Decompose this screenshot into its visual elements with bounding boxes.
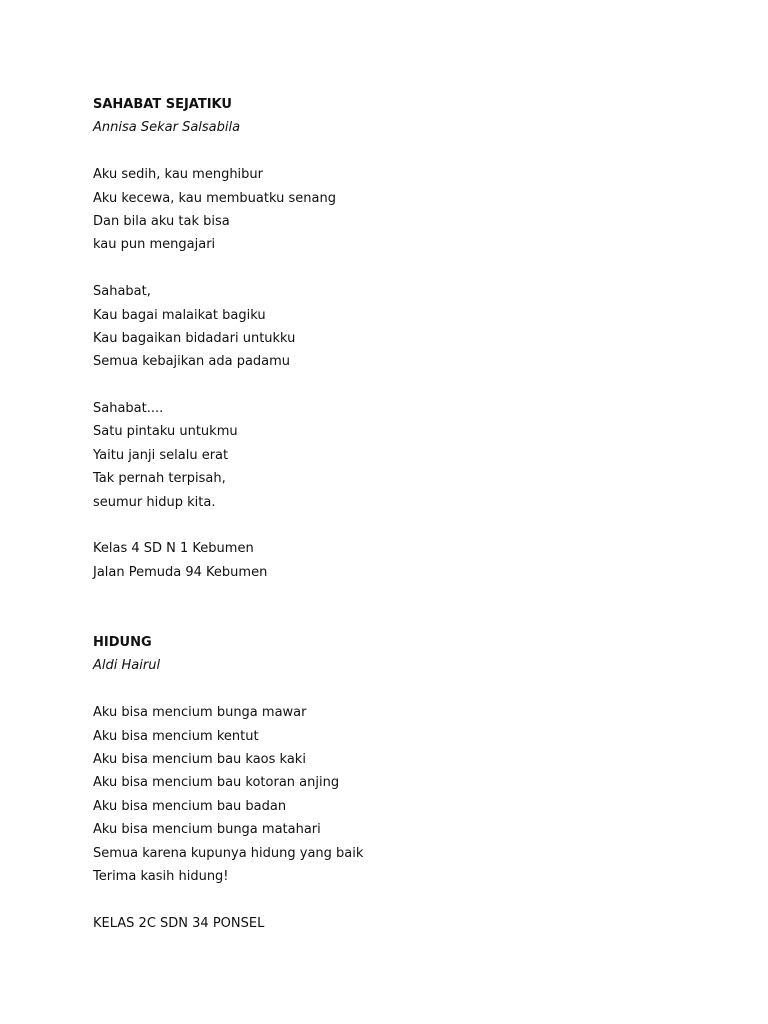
- poem-line: Aku bisa mencium bau kaos kaki: [93, 751, 306, 767]
- poem-title: SAHABAT SEJATIKU: [93, 97, 232, 112]
- poem-line: kau pun mengajari: [93, 237, 216, 253]
- poem-sahabat-sejatiku: [93, 93, 733, 584]
- stanza: [93, 701, 733, 888]
- poem-line: Sahabat....: [93, 401, 164, 417]
- document-page: [93, 93, 733, 935]
- poem-line: Kau bagaikan bidadari untukku: [93, 330, 296, 346]
- poem-title: HIDUNG: [93, 634, 152, 650]
- stanza: [93, 280, 733, 374]
- poem-hidung: [93, 631, 733, 935]
- poem-line: Semua kebajikan ada padamu: [93, 354, 291, 370]
- stanza: [93, 397, 733, 514]
- poem-line: Aku bisa mencium bau kotoran anjing: [93, 775, 340, 791]
- poem-line: seumur hidup kita.: [93, 494, 216, 510]
- poem-line: Terima kasih hidung!: [93, 868, 229, 884]
- poem-line: Sahabat,: [93, 284, 151, 300]
- poem-line: Aku bisa mencium bau badan: [93, 798, 287, 814]
- poem-line: Aku bisa mencium kentut: [93, 728, 259, 744]
- poem-line: Dan bila aku tak bisa: [93, 213, 230, 229]
- poem-footer: [93, 537, 733, 584]
- poem-line: Aku bisa mencium bunga mawar: [93, 705, 307, 721]
- poem-line: Aku bisa mencium bunga matahari: [93, 822, 321, 838]
- poem-author: Annisa Sekar Salsabila: [93, 120, 241, 136]
- footer-line: Kelas 4 SD N 1 Kebumen: [93, 541, 254, 557]
- poem-author: Aldi Hairul: [93, 658, 161, 674]
- poem-line: Semua karena kupunya hidung yang baik: [93, 845, 364, 861]
- poem-line: Satu pintaku untukmu: [93, 424, 238, 440]
- footer-line: Jalan Pemuda 94 Kebumen: [93, 564, 268, 580]
- poem-line: Aku sedih, kau menghibur: [93, 167, 264, 183]
- poem-footer: [93, 912, 733, 935]
- poem-line: Yaitu janji selalu erat: [93, 447, 229, 463]
- poem-line: Tak pernah terpisah,: [93, 471, 226, 487]
- poem-line: Aku kecewa, kau membuatku senang: [93, 190, 336, 206]
- poem-line: Kau bagai malaikat bagiku: [93, 307, 266, 323]
- stanza: [93, 163, 733, 257]
- footer-line: KELAS 2C SDN 34 PONSEL: [93, 915, 265, 931]
